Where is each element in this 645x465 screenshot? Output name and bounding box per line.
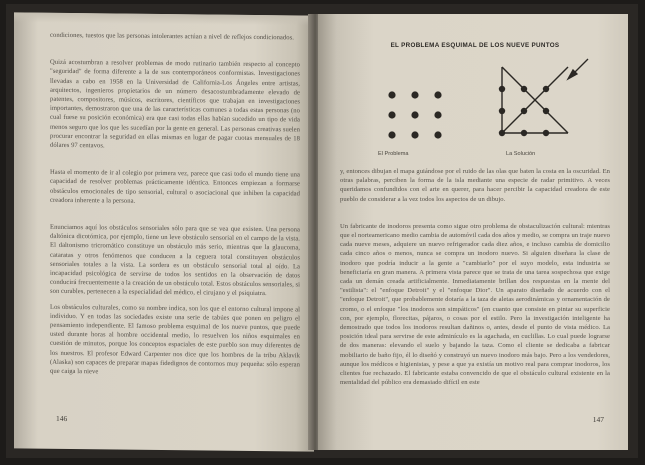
right-page xyxy=(318,14,628,450)
caption-problem: El Problema xyxy=(378,151,409,157)
paragraph: Hasta el momento de ir al colegio por primera vez, parece que casi todo el mundo tiene una capacidad de resolver problemas prácticamente idéntica. Entonces empiezan a formarse obstáculos emocionales de tipo sensorial, cultural o asociacional que inhiben la capacidad creadora inherente a la persona. xyxy=(50,169,300,205)
caption-solution: La Solución xyxy=(506,151,536,157)
figure-title: EL PROBLEMA ESQUIMAL DE LOS NUEVE PUNTOS xyxy=(390,42,560,49)
open-book xyxy=(6,4,638,458)
paragraph: condiciones, tuestos que las personas intolerantes actúan a nivel de reflejos condicionados. xyxy=(50,31,294,42)
left-page xyxy=(14,12,314,451)
paragraph: Enunciamos aquí los obstáculos sensoriales sólo para que se vea que existen. Una persona daltónica dicotómica, por ejemplo, tiene un leve obstáculo sensorial en el campo de la vista. El daltonismo tricromático constituye un obstáculo más serio, mientras que la glaucoma, cataratas y otros fenómenos que conducen a la ceguera total constituyen obstáculos sensoriales totales a la vista. La sordera es un obstáculo sensorial total al oído. La incapacidad psicológica de servirse de todos los sentidos en la observación de datos conducirá frecuentemente a la creación de un obstáculo total. Estos obstáculos sensoriales, si son curables, pertenecen a la especialidad del médico, el cirujano y el psiquiatra. xyxy=(50,223,300,298)
paragraph: Quizá acostumbran a resolver problemas de modo rutinario también respecto al concepto "seguridad" de forma diferente a la de sus contemporáneos conformistas. Investigaciones llevadas a cabo en 1958 en la Universidad de California-Los Ángeles entre artistas, arquitectos, ingenieros propietarios de un número desacostumbradamente elevado de patentes, compositores, músicos, escritores, científicos que trabajan en investigaciones importantes, demostraron que una de las características comunes a todas estas personas (no cual fuese su posición económica) era que casi todas ellas habían sucedido un tipo de vida menos seguro que los que les sucedían por la gente en general. Las personas creativas suelen procurar encontrar la seguridad en ellas mismas en lugar de pagar cuotas mensuales de 18 dólares 97 centavos. xyxy=(50,59,300,150)
page-edge-shade xyxy=(14,12,314,25)
paragraph: Los obstáculos culturales, como su nombre indica, son los que el entorno cultural impone al individuo. Y en todas las sociedades existe una serie de tabúes que ponen en peligro el pensamiento independiente. El famoso problema esquimal de los nueve puntos, que puede usted durante horas al hombre occidental medio, lo resuelven los niños esquimales en cuestión de minutos, porque los conceptos espaciales de este pueblo son muy diferentes de los nuestros. El profesor Edward Carpenter nos dice que los hombres de la tribu Aklavik (Alaska) son capaces de preparar mapas fidedignos de contornos muy pequeña: sólo esperan que caiga la nieve xyxy=(50,303,300,376)
page-number: 147 xyxy=(592,415,604,424)
arrow-icon xyxy=(568,59,588,79)
nine-dots-figure xyxy=(340,55,610,167)
paragraph: Un fabricante de inodoros presenta como sigue otro problema de obstaculización cultural: mientras que el norteamericano medio cambia de automóvil cada dos años y medio, se compra un traje nuevo cada nueve meses, adquiere un nuevo refrigerador cada diez años, e incluso cambia de domicilio cada cinco años o menos, nunca se compra un inodoro nuevo. Si alguien diseñara la clase de inodoro que podría inducir a la gente a "cambiarlo" por el suyo modelo, esta industria se beneficiaría en gran manera. A primera vista parece que se trata de una tarea sospechosa que exige cada un demán creada artificialmente. Inmediatamente brillan dos respuestas en la mente del "estilista": el "enfoque Detroit" y el "enfoque Dior". Un aparato diseñado de acuerdo con el "enfoque Detroit", que probablemente dotaría a la taza de aletas aerodinámicas y ornamentación de cromo, o el enfoque "los inodoros son simpáticos" (en cuanto que consiste en pintar su superficie con, por ejemplo, florecitas, pájaros, o cosas por el estilo. Pero la investigación inteligente ha demostrado que todos los inodoros resultan dañinos o, antes, desde el punto de vista médico. La posición ideal para servirse de este adminículo es la agachada, en cuclillas. Lo cual puede lograrse de dos maneras: elevando el suelo y bajando la taza. Como el cliente se dedicaba a fabricar mobiliario de baño fijo, él lo diseñó y construyó un nuevo inodoro más bajo. Pero a los vendedores, aunque los médicos e higienistas, y pese a que ya existía un motivo real para comprar inodoros, los clientes fue rechazado. El fabricante estaba convencido de que el obstáculo cultural existente en la mentalidad del público era demasiado difícil en este xyxy=(340,222,610,387)
paragraph-gap xyxy=(340,210,610,222)
paragraph: y, entonces dibujan el mapa guiándose por el ruido de las olas que baten la costa en la oscuridad. En otras palabras, perciben la forma de la isla mediante una especie de radar primitivo. A veces queridamos confundidos con el arte en querer, para hacer percibir la capacidad creadora de este pueblo de considerar a la vez todos los aspectos de un dibujo. xyxy=(340,168,610,203)
page-number: 146 xyxy=(56,413,68,423)
problem-dots xyxy=(388,91,441,138)
solution-lines xyxy=(502,67,568,133)
